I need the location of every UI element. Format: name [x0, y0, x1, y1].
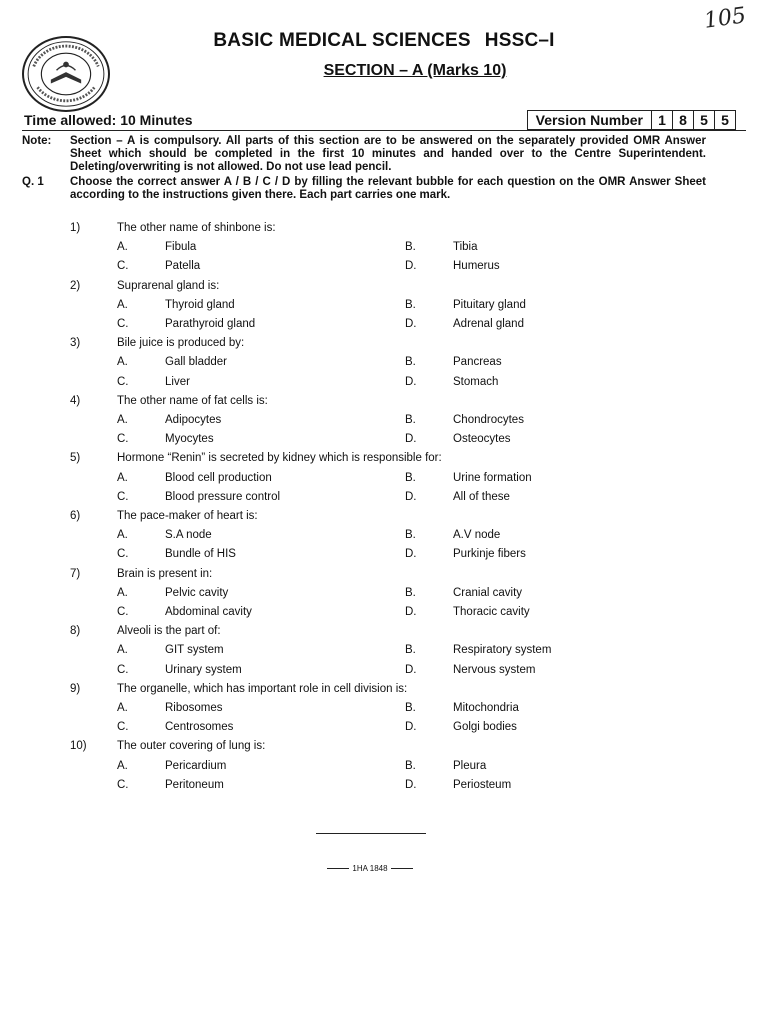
option-letter-d: D. — [405, 778, 417, 791]
option-a: Ribosomes — [165, 702, 223, 714]
option-letter-d: D. — [405, 318, 417, 330]
option-a: Gall bladder — [165, 356, 228, 369]
option-letter-b: B. — [405, 644, 416, 657]
option-row — [0, 318, 768, 337]
option-letter-d: D. — [405, 721, 417, 734]
option-c: Parathyroid gland — [165, 318, 256, 330]
option-letter-b: B. — [405, 241, 416, 254]
option-b: A.V node — [453, 529, 501, 542]
question-number: 1) — [70, 222, 81, 234]
option-letter-c: C. — [117, 663, 129, 676]
option-b: Pituitary gland — [453, 298, 526, 311]
question-stem-row — [0, 395, 768, 414]
question-stem: Suprarenal gland is: — [117, 279, 220, 292]
option-letter-b: B. — [405, 298, 416, 311]
option-d: Purkinje fibers — [453, 548, 526, 561]
option-row — [0, 702, 768, 721]
option-b: Pancreas — [453, 356, 502, 369]
option-c: Bundle of HIS — [165, 548, 236, 561]
option-d: Stomach — [453, 375, 499, 388]
option-letter-c: C. — [117, 721, 129, 734]
question-number: 7) — [70, 567, 81, 580]
question-stem-row — [0, 510, 768, 529]
question-stem: The outer covering of lung is: — [117, 740, 266, 753]
option-a: Pelvic cavity — [165, 586, 229, 599]
option-a: Adipocytes — [165, 414, 222, 426]
version-digit: 5 — [694, 111, 715, 129]
option-letter-a: A. — [117, 759, 128, 772]
option-a: Fibula — [165, 241, 197, 254]
option-c: Centrosomes — [165, 721, 234, 734]
option-row — [0, 664, 768, 683]
option-letter-d: D. — [405, 548, 417, 561]
option-row — [0, 433, 768, 452]
option-letter-b: B. — [405, 702, 416, 714]
option-letter-b: B. — [405, 356, 416, 369]
option-letter-b: B. — [405, 414, 416, 426]
handwritten-note: 105 — [702, 3, 748, 34]
option-b: Urine formation — [453, 471, 532, 484]
time-allowed: Time allowed: 10 Minutes — [24, 112, 193, 128]
option-row — [0, 299, 768, 318]
option-b: Pleura — [453, 759, 487, 772]
version-digit: 8 — [673, 111, 694, 129]
option-letter-c: C. — [117, 318, 129, 330]
option-row — [0, 529, 768, 548]
question-stem: The pace-maker of heart is: — [117, 510, 258, 522]
question-stem: The other name of fat cells is: — [117, 394, 268, 407]
option-letter-a: A. — [117, 356, 128, 369]
option-letter-d: D. — [405, 260, 417, 273]
question-stem: Brain is present in: — [117, 567, 213, 580]
version-digit: 5 — [715, 111, 736, 129]
question-stem-row — [0, 337, 768, 356]
option-letter-c: C. — [117, 433, 129, 446]
option-c: Myocytes — [165, 433, 214, 446]
option-letter-a: A. — [117, 529, 128, 542]
option-c: Patella — [165, 260, 201, 273]
question-stem-row — [0, 740, 768, 759]
question-number: 10) — [70, 740, 87, 753]
question-stem-row — [0, 280, 768, 299]
question-number: 4) — [70, 394, 81, 407]
option-row — [0, 721, 768, 740]
option-b: Tibia — [453, 241, 478, 254]
option-letter-a: A. — [117, 644, 128, 657]
paper-code-text: 1HA 1848 — [352, 864, 388, 873]
option-a: Pericardium — [165, 759, 227, 772]
question-number: 8) — [70, 625, 81, 638]
question-stem-row — [0, 683, 768, 702]
question-number: 9) — [70, 682, 81, 695]
option-row — [0, 760, 768, 779]
question-label: Q. 1 — [22, 176, 44, 188]
option-letter-b: B. — [405, 586, 416, 599]
option-row — [0, 376, 768, 395]
exam-title — [0, 30, 768, 52]
option-letter-d: D. — [405, 606, 417, 618]
option-c: Peritoneum — [165, 778, 224, 791]
option-d: Adrenal gland — [453, 318, 524, 330]
question-stem-row — [0, 222, 768, 241]
question-stem-row — [0, 568, 768, 587]
option-row — [0, 414, 768, 433]
option-b: Mitochondria — [453, 702, 519, 714]
question-stem: Hormone “Renin” is secreted by kidney which is responsible for: — [117, 452, 442, 465]
option-d: Humerus — [453, 260, 500, 273]
question-stem: Bile juice is produced by: — [117, 337, 245, 350]
option-a: GIT system — [165, 644, 224, 657]
option-c: Blood pressure control — [165, 490, 281, 503]
option-row — [0, 644, 768, 663]
question-stem: Alveoli is the part of: — [117, 625, 221, 638]
question-stem: The organelle, which has important role in cell division is: — [117, 682, 408, 695]
end-rule — [316, 833, 426, 834]
option-letter-b: B. — [405, 759, 416, 772]
option-d: Osteocytes — [453, 433, 511, 446]
question-number: 2) — [70, 279, 81, 292]
question-stem: The other name of shinbone is: — [117, 222, 276, 234]
question-stem-row — [0, 452, 768, 471]
option-row — [0, 241, 768, 260]
option-letter-b: B. — [405, 529, 416, 542]
version-digit: 1 — [652, 111, 673, 129]
option-b: Cranial cavity — [453, 586, 523, 599]
option-letter-c: C. — [117, 490, 129, 503]
question-stem-row — [0, 625, 768, 644]
version-label: Version Number — [527, 111, 652, 129]
option-a: Thyroid gland — [165, 298, 235, 311]
option-row — [0, 779, 768, 798]
option-row — [0, 587, 768, 606]
option-letter-d: D. — [405, 433, 417, 446]
option-d: Golgi bodies — [453, 721, 517, 734]
option-d: Nervous system — [453, 663, 536, 676]
note-label: Note: — [22, 135, 52, 147]
question-number: 6) — [70, 510, 81, 522]
option-d: Periosteum — [453, 778, 512, 791]
option-letter-d: D. — [405, 663, 417, 676]
exam-level: HSSC–I — [484, 30, 555, 51]
option-letter-a: A. — [117, 298, 128, 311]
option-row — [0, 472, 768, 491]
option-letter-c: C. — [117, 375, 129, 388]
option-letter-a: A. — [117, 586, 128, 599]
option-letter-b: B. — [405, 471, 416, 484]
exam-subject: BASIC MEDICAL SCIENCES — [213, 30, 471, 51]
note-text: Section – A is compulsory. All parts of this section are to be answered on the separately provided OMR Answer Sheet which should be completed in the first 10 minutes and handed over to the Centre Superintendent. Deleting/overwriting is not allowed. Do not use lead pencil. — [70, 135, 706, 173]
option-letter-a: A. — [117, 471, 128, 484]
question-instructions: Choose the correct answer A / B / C / D by filling the relevant bubble for each question on the OMR Answer Sheet according to the instructions given there. Each part carries one mark. — [70, 176, 706, 201]
option-letter-c: C. — [117, 778, 129, 791]
header-divider — [22, 130, 746, 131]
option-letter-d: D. — [405, 490, 417, 503]
option-letter-c: C. — [117, 260, 129, 273]
option-row — [0, 491, 768, 510]
option-row — [0, 606, 768, 625]
paper-code — [0, 864, 740, 873]
option-letter-a: A. — [117, 241, 128, 254]
option-c: Abdominal cavity — [165, 606, 252, 618]
option-c: Liver — [165, 375, 190, 388]
option-row — [0, 548, 768, 567]
section-title: SECTION – A (Marks 10) — [323, 62, 507, 79]
option-row — [0, 356, 768, 375]
option-d: All of these — [453, 490, 510, 503]
option-letter-a: A. — [117, 414, 128, 426]
option-letter-a: A. — [117, 702, 128, 714]
option-c: Urinary system — [165, 663, 242, 676]
option-letter-c: C. — [117, 548, 129, 561]
option-b: Respiratory system — [453, 644, 552, 657]
option-letter-d: D. — [405, 375, 417, 388]
option-a: S.A node — [165, 529, 212, 542]
option-b: Chondrocytes — [453, 414, 524, 426]
version-number-box — [527, 110, 736, 130]
option-d: Thoracic cavity — [453, 606, 530, 618]
question-number: 3) — [70, 337, 81, 350]
option-letter-c: C. — [117, 606, 129, 618]
option-row — [0, 260, 768, 279]
question-number: 5) — [70, 452, 81, 465]
option-a: Blood cell production — [165, 471, 272, 484]
